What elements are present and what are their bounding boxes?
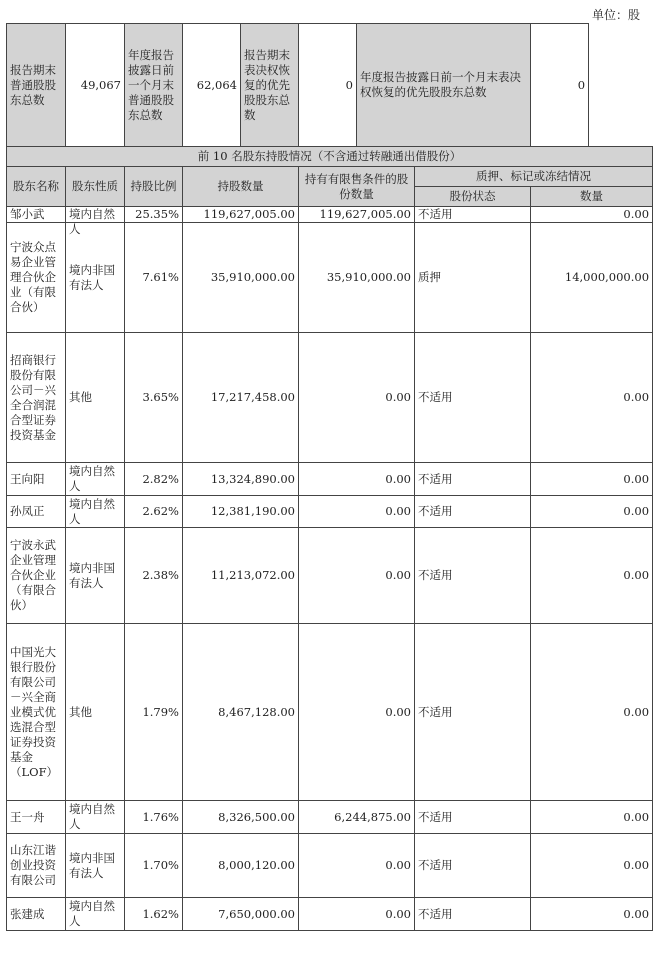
- summary-value: 0: [299, 24, 357, 147]
- shareholder-amount: 0.00: [531, 898, 653, 931]
- shareholder-status: 不适用: [415, 528, 531, 624]
- shareholder-restricted: 0.00: [299, 834, 415, 898]
- header-amount: 数量: [531, 187, 653, 207]
- summary-value: 62,064: [183, 24, 241, 147]
- header-row: [7, 167, 653, 187]
- table-row: [7, 207, 653, 223]
- shareholder-ratio: 1.62%: [125, 898, 183, 931]
- shareholder-name: 孙凤正: [7, 496, 66, 528]
- shareholder-qty: 17,217,458.00: [183, 333, 299, 463]
- shareholder-nature: 其他: [66, 624, 125, 801]
- shareholder-nature: 境内自然人: [66, 496, 125, 528]
- summary-value: 49,067: [66, 24, 125, 147]
- shareholder-name: 王一舟: [7, 801, 66, 834]
- shareholder-restricted: 119,627,005.00: [299, 207, 415, 223]
- header-nature: 股东性质: [66, 167, 125, 207]
- shareholder-qty: 13,324,890.00: [183, 463, 299, 496]
- shareholder-amount: 14,000,000.00: [531, 223, 653, 333]
- header-restricted: 持有有限售条件的股份数量: [299, 167, 415, 207]
- shareholder-amount: 0.00: [531, 463, 653, 496]
- shareholder-ratio: 1.79%: [125, 624, 183, 801]
- summary-label: 年度报告披露日前一个月末表决权恢复的优先股股东总数: [357, 24, 531, 147]
- shareholder-amount: 0.00: [531, 834, 653, 898]
- header-ratio: 持股比例: [125, 167, 183, 207]
- shareholder-nature: 境内自然人: [66, 801, 125, 834]
- shareholder-ratio: 7.61%: [125, 223, 183, 333]
- section-title: 前 10 名股东持股情况（不含通过转融通出借股份）: [7, 147, 653, 167]
- table-row: [7, 528, 653, 624]
- shareholder-restricted: 35,910,000.00: [299, 223, 415, 333]
- shareholder-nature: 境内自然人: [66, 898, 125, 931]
- table-row: [7, 624, 653, 801]
- shareholder-status: 不适用: [415, 207, 531, 223]
- table-row: [7, 834, 653, 898]
- shareholder-status: 不适用: [415, 801, 531, 834]
- shareholder-amount: 0.00: [531, 496, 653, 528]
- shareholder-name: 招商银行股份有限公司－兴全合润混合型证券投资基金: [7, 333, 66, 463]
- shareholder-ratio: 2.38%: [125, 528, 183, 624]
- shareholder-restricted: 0.00: [299, 333, 415, 463]
- shareholder-ratio: 1.76%: [125, 801, 183, 834]
- shareholder-ratio: 1.70%: [125, 834, 183, 898]
- shareholder-name: 张建成: [7, 898, 66, 931]
- shareholder-qty: 8,326,500.00: [183, 801, 299, 834]
- header-name: 股东名称: [7, 167, 66, 207]
- table-row: [7, 801, 653, 834]
- shareholder-restricted: 0.00: [299, 528, 415, 624]
- header-status: 股份状态: [415, 187, 531, 207]
- summary-label: 年度报告披露日前一个月末普通股股东总数: [125, 24, 183, 147]
- header-pledge-group: 质押、标记或冻结情况: [415, 167, 653, 187]
- shareholder-nature: 境内非国有法人: [66, 528, 125, 624]
- shareholder-status: 不适用: [415, 496, 531, 528]
- summary-row: [7, 24, 653, 147]
- shareholder-nature: 境内自然人: [66, 463, 125, 496]
- shareholder-amount: 0.00: [531, 801, 653, 834]
- shareholder-restricted: 6,244,875.00: [299, 801, 415, 834]
- shareholder-status: 不适用: [415, 333, 531, 463]
- shareholder-ratio: 2.82%: [125, 463, 183, 496]
- shareholder-table: [6, 23, 653, 931]
- shareholder-qty: 8,467,128.00: [183, 624, 299, 801]
- shareholder-status: 不适用: [415, 624, 531, 801]
- summary-label: 报告期末表决权恢复的优先股股东总数: [241, 24, 299, 147]
- shareholder-nature: 境内非国有法人: [66, 834, 125, 898]
- shareholder-nature: 其他: [66, 333, 125, 463]
- shareholder-name: 宁波永武企业管理合伙企业（有限合伙）: [7, 528, 66, 624]
- shareholder-nature: 境内非国有法人: [66, 223, 125, 333]
- shareholder-name: 中国光大银行股份有限公司－兴全商业模式优选混合型证券投资基金（LOF）: [7, 624, 66, 801]
- header-qty: 持股数量: [183, 167, 299, 207]
- shareholder-status: 不适用: [415, 463, 531, 496]
- table-row: [7, 496, 653, 528]
- table-row: [7, 898, 653, 931]
- summary-label: 报告期末普通股股东总数: [7, 24, 66, 147]
- shareholder-status: 不适用: [415, 834, 531, 898]
- shareholder-qty: 12,381,190.00: [183, 496, 299, 528]
- shareholder-nature: 境内自然人: [66, 207, 125, 223]
- table-row: [7, 333, 653, 463]
- shareholder-status: 不适用: [415, 898, 531, 931]
- table-row: [7, 223, 653, 333]
- shareholder-restricted: 0.00: [299, 898, 415, 931]
- shareholder-name: 宁波众点易企业管理合伙企业（有限合伙）: [7, 223, 66, 333]
- shareholder-qty: 7,650,000.00: [183, 898, 299, 931]
- shareholder-ratio: 25.35%: [125, 207, 183, 223]
- section-title-row: [7, 147, 653, 167]
- shareholder-amount: 0.00: [531, 333, 653, 463]
- shareholder-ratio: 3.65%: [125, 333, 183, 463]
- shareholder-qty: 119,627,005.00: [183, 207, 299, 223]
- shareholder-restricted: 0.00: [299, 624, 415, 801]
- summary-value: 0: [531, 24, 589, 147]
- shareholder-ratio: 2.62%: [125, 496, 183, 528]
- shareholder-name: 邹小武: [7, 207, 66, 223]
- shareholder-qty: 11,213,072.00: [183, 528, 299, 624]
- shareholder-restricted: 0.00: [299, 496, 415, 528]
- shareholder-amount: 0.00: [531, 207, 653, 223]
- shareholder-qty: 35,910,000.00: [183, 223, 299, 333]
- shareholder-name: 王向阳: [7, 463, 66, 496]
- shareholder-amount: 0.00: [531, 528, 653, 624]
- shareholder-restricted: 0.00: [299, 463, 415, 496]
- shareholder-qty: 8,000,120.00: [183, 834, 299, 898]
- table-row: [7, 463, 653, 496]
- shareholder-amount: 0.00: [531, 624, 653, 801]
- shareholder-name: 山东江谐创业投资有限公司: [7, 834, 66, 898]
- shareholder-status: 质押: [415, 223, 531, 333]
- unit-label: 单位：股: [591, 8, 640, 22]
